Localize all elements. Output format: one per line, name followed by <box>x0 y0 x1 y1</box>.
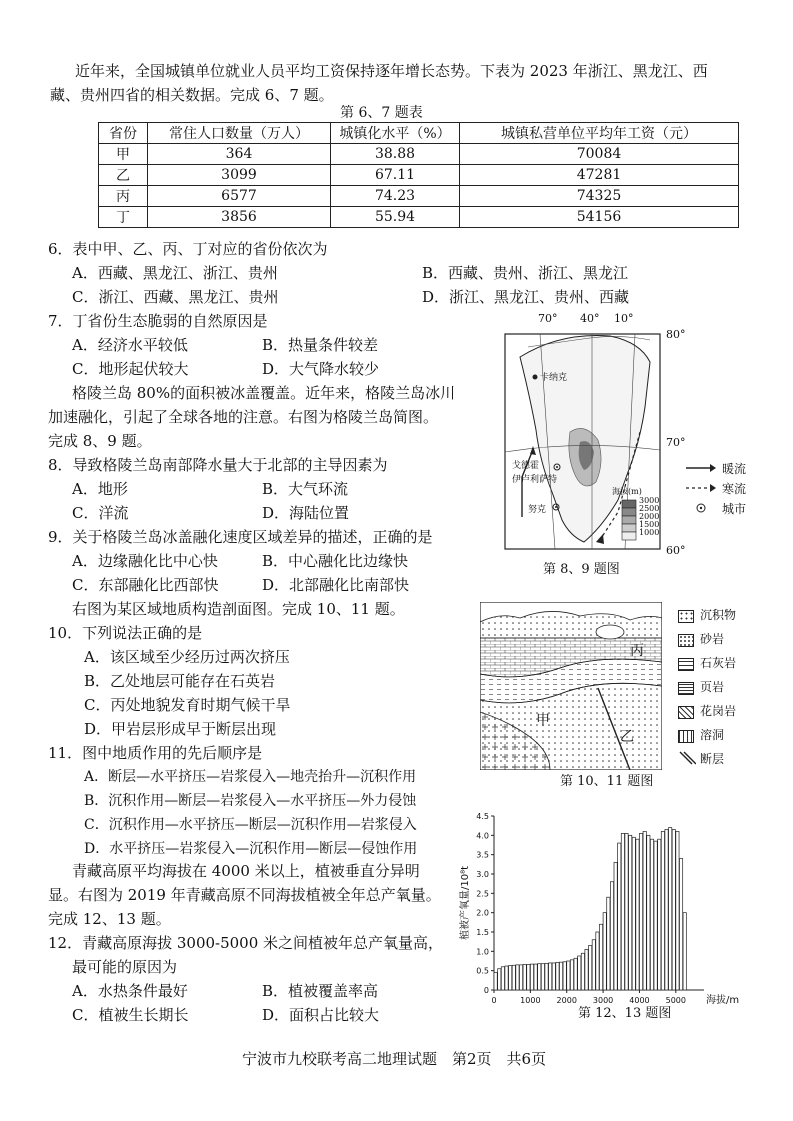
intro-8-9-line2: 加速融化，引起了全球各地的注意。右图为格陵兰岛简图。 <box>48 408 439 426</box>
bar <box>574 958 577 990</box>
q7-stem: 7．丁省份生态脆弱的自然原因是 <box>48 312 268 330</box>
label-yi: 乙 <box>620 729 634 745</box>
bar <box>552 963 555 990</box>
label-bing: 丙 <box>630 643 644 659</box>
y-tick-label: 1.0 <box>476 947 489 957</box>
q11-option-b: B．沉积作用—断层—岩浆侵入—水平挤压—外力侵蚀 <box>84 793 417 809</box>
intro-8-9-line3: 完成 8、9 题。 <box>48 432 152 450</box>
geology-section-svg <box>480 602 662 770</box>
q7-option-d: D．大气降水较少 <box>262 360 380 378</box>
legend-sediment: 沉积物 <box>700 608 737 622</box>
q8-stem: 8．导致格陵兰岛南部降水量大于北部的主导因素为 <box>48 456 388 474</box>
table-cell: 54156 <box>460 207 739 228</box>
q7-option-b: B．热量条件较差 <box>262 336 379 354</box>
legend-cave: 溶洞 <box>700 728 725 742</box>
bar <box>639 833 642 990</box>
elev-label: 1000 <box>639 528 660 537</box>
bar <box>599 924 602 990</box>
bar <box>559 962 562 990</box>
table-header-row <box>99 123 739 144</box>
elev-label: 2500 <box>639 504 660 513</box>
arrow-icon <box>710 484 716 492</box>
elev-swatch-3000 <box>622 500 636 508</box>
bar <box>505 966 508 990</box>
bar <box>643 831 646 990</box>
legend-warm: 暖流 <box>722 462 747 476</box>
table-cell: 甲 <box>99 144 148 165</box>
q8-option-a: A．地形 <box>72 480 128 498</box>
table-cell: 74.23 <box>331 186 460 207</box>
x-axis-label: 海拔/m <box>706 995 740 1006</box>
intro-12-13-line2: 显。右图为 2019 年青藏高原不同海拔植被全年总产氧量。 <box>48 886 441 904</box>
intro-12-13-line3: 完成 12、13 题。 <box>48 910 171 928</box>
place-label: 卡纳克 <box>540 373 568 383</box>
lon-label: 40° <box>580 312 600 325</box>
geology-legend <box>676 606 776 776</box>
bar <box>610 882 613 990</box>
city-marker <box>555 506 557 508</box>
q12-option-b: B．植被覆盖率高 <box>262 982 379 1000</box>
table-cell: 74325 <box>460 186 739 207</box>
y-tick-label: 3.5 <box>476 850 489 860</box>
bar <box>549 963 552 990</box>
q12-option-c: C．植被生长期长 <box>72 1006 189 1024</box>
bar <box>556 963 559 990</box>
q7-option-c: C．地形起伏较大 <box>72 360 189 378</box>
bar <box>581 953 584 990</box>
fault-legend-icon <box>678 750 696 766</box>
table-cell: 6577 <box>148 186 331 207</box>
oxygen-chart <box>456 802 756 1022</box>
lat-label: 60° <box>666 544 686 557</box>
bar <box>592 940 595 990</box>
table-cell: 3099 <box>148 165 331 186</box>
y-axis-label: 植被产氧量/10⁸t <box>460 865 471 941</box>
page-footer: 宁波市九校联考高二地理试题 第2页 共6页 <box>242 1050 547 1068</box>
q9-option-a: A．边缘融化比中心快 <box>72 552 218 570</box>
elev-title: 海拔(m) <box>612 487 642 496</box>
bar <box>570 960 573 990</box>
bar <box>676 831 679 990</box>
bar <box>567 961 570 990</box>
q12-stem-line2: 最可能的原因为 <box>72 958 178 976</box>
table-title: 第 6、7 题表 <box>340 105 423 121</box>
limestone-swatch <box>678 658 694 671</box>
elev-swatch-1500 <box>622 524 636 532</box>
q8-option-d: D．海陆位置 <box>262 504 350 522</box>
legend-shale: 页岩 <box>700 680 725 694</box>
q9-option-d: D．北部融化比南部快 <box>262 576 410 594</box>
q12-option-d: D．面积占比较大 <box>262 1006 380 1024</box>
bar <box>498 969 501 990</box>
map-caption: 第 8、9 题图 <box>543 562 620 577</box>
intro-6-7-line1: 近年来，全国城镇单位就业人员平均工资保持逐年增长态势。下表为 2023 年浙江、黑龙江、西 <box>75 62 708 80</box>
bar <box>501 967 504 990</box>
bar <box>603 913 606 990</box>
bar <box>614 862 617 990</box>
q9-stem: 9．关于格陵兰岛冰盖融化速度区域差异的描述，正确的是 <box>48 528 433 546</box>
elev-label: 2000 <box>639 512 660 521</box>
q6-option-c: C．浙江、西藏、黑龙江、贵州 <box>72 288 279 306</box>
intro-12-13-line1: 青藏高原平均海拔在 4000 米以上，植被垂直分异明 <box>72 862 420 880</box>
table-row <box>99 144 739 165</box>
x-tick-label: 4000 <box>629 996 650 1005</box>
bar <box>658 839 661 990</box>
oxygen-chart-svg <box>456 802 756 1022</box>
bar <box>545 963 548 990</box>
table-header: 城镇化水平（%） <box>331 123 460 144</box>
bar <box>538 964 541 990</box>
table-header: 城镇私营单位平均年工资（元） <box>460 123 739 144</box>
q10-option-a: A．该区域至少经历过两次挤压 <box>84 648 290 666</box>
bar <box>654 841 657 990</box>
table-header: 省份 <box>99 123 148 144</box>
elev-label: 3000 <box>639 496 660 505</box>
y-tick-label: 2.5 <box>476 889 489 899</box>
city-legend-dot <box>700 507 702 509</box>
legend-cold: 寒流 <box>722 482 747 496</box>
city-marker <box>556 466 558 468</box>
bar <box>512 965 515 990</box>
table-header: 常住人口数量（万人） <box>148 123 331 144</box>
q11-option-a: A．断层—水平挤压—岩浆侵入—地壳抬升—沉积作用 <box>84 769 417 785</box>
bar <box>683 913 686 990</box>
label-jia: 甲 <box>536 713 550 729</box>
bar <box>679 859 682 990</box>
q10-option-b: B．乙处地层可能存在石英岩 <box>84 672 276 690</box>
legend-granite: 花岗岩 <box>700 704 737 718</box>
q11-option-c: C．沉积作用—水平挤压—断层—沉积作用—岩浆侵入 <box>84 817 417 833</box>
place-label: 努克 <box>528 505 547 515</box>
bar <box>523 964 526 990</box>
bar <box>647 835 650 990</box>
data-table <box>98 122 739 228</box>
y-tick-label: 1.5 <box>476 928 489 937</box>
elev-label: 1500 <box>639 520 660 529</box>
table-cell: 67.11 <box>331 165 460 186</box>
x-tick-label: 0 <box>491 996 497 1005</box>
intro-10-11: 右图为某区域地质构造剖面图。完成 10、11 题。 <box>72 600 405 618</box>
q12-stem-line1: 12．青藏高原海拔 3000-5000 米之间植被年总产氧量高， <box>48 934 444 952</box>
legend-sandstone: 砂岩 <box>700 632 725 646</box>
table-cell: 364 <box>148 144 331 165</box>
q10-option-c: C．丙处地貌发育时期气候干旱 <box>84 696 291 714</box>
lon-label: 10° <box>614 312 634 325</box>
y-tick-label: 4.0 <box>476 831 489 841</box>
bar <box>672 830 675 990</box>
y-tick-label: 2.0 <box>476 908 489 918</box>
q8-option-b: B．大气环流 <box>262 480 349 498</box>
q11-stem: 11．图中地质作用的先后顺序是 <box>48 744 263 762</box>
bar <box>661 831 664 990</box>
cave <box>596 625 624 639</box>
table-cell: 55.94 <box>331 207 460 228</box>
q6-option-b: B．西藏、贵州、浙江、黑龙江 <box>422 264 629 282</box>
sediment-swatch <box>678 610 694 623</box>
lon-label: 70° <box>538 312 558 325</box>
bar <box>621 833 624 990</box>
shale-swatch <box>678 682 694 695</box>
y-tick-label: 0 <box>483 986 489 995</box>
table-row <box>99 165 739 186</box>
bar <box>636 839 639 990</box>
lat-label: 70° <box>666 436 686 449</box>
bar <box>585 949 588 990</box>
bar <box>509 966 512 990</box>
x-tick-label: 5000 <box>665 996 686 1005</box>
bar <box>534 964 537 990</box>
q7-option-a: A．经济水平较低 <box>72 336 188 354</box>
table-cell: 3856 <box>148 207 331 228</box>
bar <box>607 897 610 990</box>
q6-stem: 6．表中甲、乙、丙、丁对应的省份依次为 <box>48 240 328 258</box>
cave-swatch <box>678 730 694 743</box>
bar <box>629 835 632 990</box>
place-label: 伊卢利萨特 <box>512 475 558 485</box>
x-tick-label: 2000 <box>556 996 577 1005</box>
q9-option-b: B．中心融化比边缘快 <box>262 552 409 570</box>
table-cell: 乙 <box>99 165 148 186</box>
table-cell: 丙 <box>99 186 148 207</box>
city-marker <box>533 375 538 380</box>
table-row <box>99 186 739 207</box>
bar <box>530 964 533 990</box>
bar <box>625 833 628 990</box>
q10-option-d: D．甲岩层形成早于断层出现 <box>84 720 277 738</box>
bar <box>563 962 566 990</box>
bar <box>578 956 581 990</box>
bar <box>665 830 668 990</box>
y-tick-label: 0.5 <box>476 966 489 976</box>
bar <box>589 946 592 990</box>
place-label: 戈德霍 <box>512 461 540 471</box>
q9-option-c: C．东部融化比西部快 <box>72 576 219 594</box>
bar <box>516 965 519 990</box>
legend-limestone: 石灰岩 <box>700 656 737 670</box>
q12-option-a: A．水热条件最好 <box>72 982 188 1000</box>
y-tick-label: 4.5 <box>476 812 489 821</box>
bar <box>650 839 653 990</box>
table-cell: 38.88 <box>331 144 460 165</box>
intro-8-9-line1: 格陵兰岛 80%的面积被冰盖覆盖。近年来，格陵兰岛冰川 <box>72 384 456 402</box>
legend-fault: 断层 <box>700 752 725 766</box>
table-row <box>99 207 739 228</box>
bar <box>618 843 621 990</box>
map-legend <box>684 460 774 520</box>
bar <box>519 965 522 990</box>
bar <box>527 964 530 990</box>
elev-swatch-1000 <box>622 532 636 540</box>
geology-section <box>480 602 662 770</box>
arrow-icon <box>710 464 716 472</box>
legend-city: 城市 <box>722 502 747 516</box>
bar <box>494 973 497 990</box>
intro-6-7-line2: 藏、贵州四省的相关数据。完成 6、7 题。 <box>50 86 334 104</box>
greenland-map <box>500 312 700 560</box>
q11-option-d: D．水平挤压—岩浆侵入—沉积作用—断层—侵蚀作用 <box>84 841 418 857</box>
elev-swatch-2500 <box>622 508 636 516</box>
q6-option-a: A．西藏、黑龙江、浙江、贵州 <box>72 264 278 282</box>
bar <box>596 932 599 990</box>
table-cell: 47281 <box>460 165 739 186</box>
table-cell: 70084 <box>460 144 739 165</box>
x-tick-label: 3000 <box>592 996 614 1005</box>
granite-swatch <box>678 706 694 719</box>
bar <box>669 828 672 990</box>
q6-option-d: D．浙江、黑龙江、贵州、西藏 <box>422 288 630 306</box>
q10-stem: 10．下列说法正确的是 <box>48 624 203 642</box>
bar <box>541 964 544 990</box>
lat-label: 80° <box>666 328 686 341</box>
table-cell: 丁 <box>99 207 148 228</box>
q8-option-c: C．洋流 <box>72 504 129 522</box>
elev-swatch-2000 <box>622 516 636 524</box>
chart-caption: 第 12、13 题图 <box>578 1006 672 1021</box>
sandstone-swatch <box>678 634 694 647</box>
geology-caption: 第 10、11 题图 <box>560 774 654 789</box>
x-tick-label: 1000 <box>520 996 541 1005</box>
bar <box>632 837 635 990</box>
y-tick-label: 3.0 <box>476 870 489 879</box>
